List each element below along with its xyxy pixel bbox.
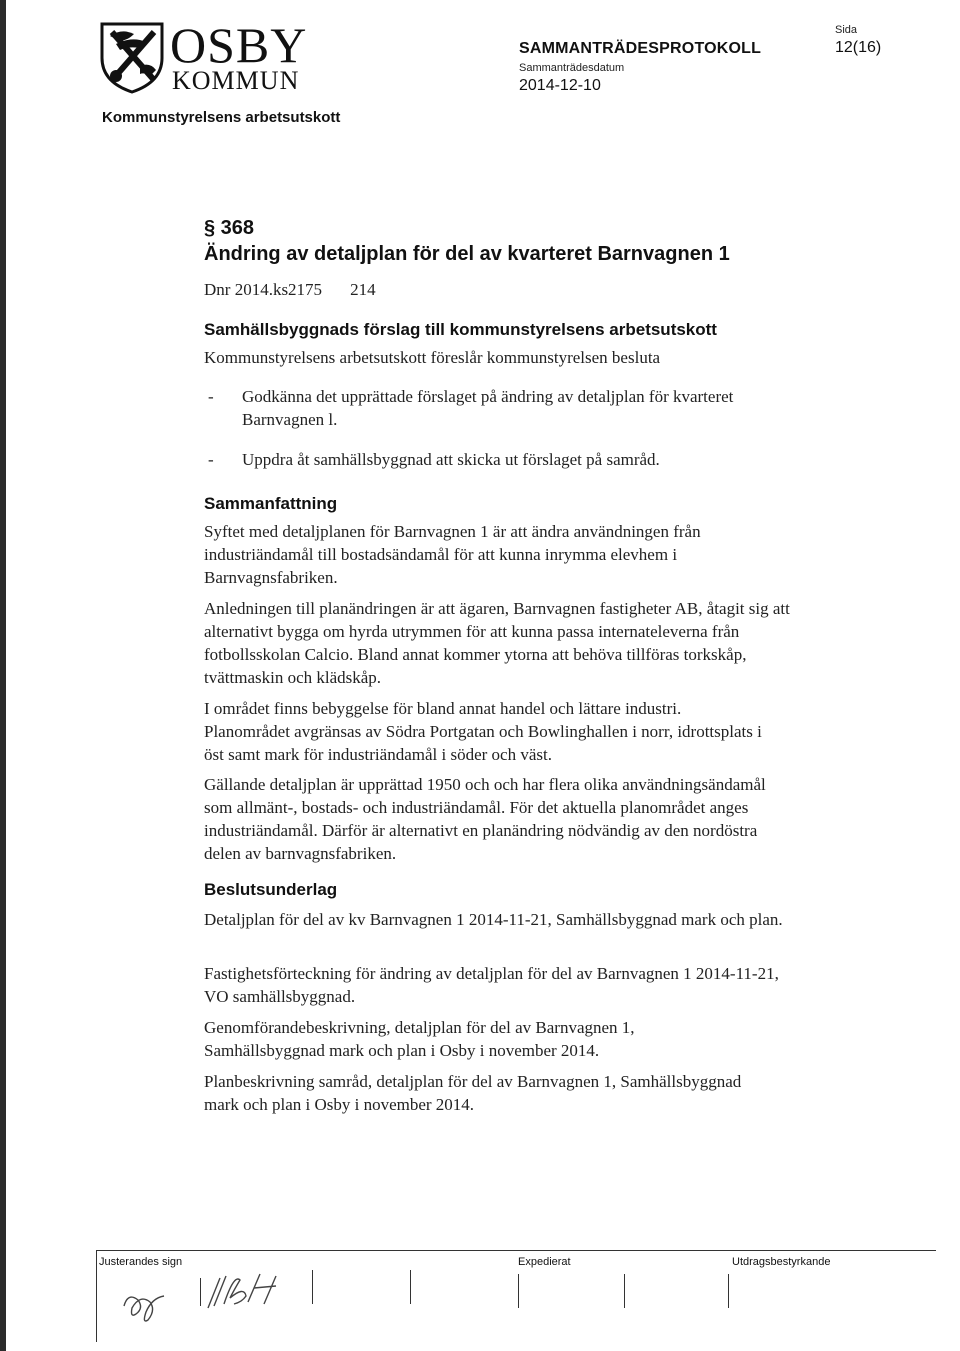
footer-rule (96, 1250, 936, 1251)
summary-heading: Sammanfattning (204, 494, 338, 513)
page-edge-rule (0, 0, 6, 1351)
committee-name: Kommunstyrelsens arbetsutskott (102, 109, 341, 126)
summary-paragraph: Syftet med detaljplanen för Barnvagnen 1 är att ändra användningen från industriändamål till bostadsändamål för att kunna inrymma elevhem i Barnvagnsfabriken. (204, 522, 701, 587)
bullet-dash: - (208, 450, 214, 469)
proposal-intro: Kommunstyrelsens arbetsutskott föreslår kommunstyrelsen besluta (204, 348, 661, 367)
proposal-bullet-text: Uppdra åt samhällsbyggnad att skicka ut förslaget på samråd. (242, 450, 660, 469)
basis-item: Planbeskrivning samråd, detaljplan för del av Barnvagnen 1, Samhällsbyggnad mark och plan i Osby i november 2014. (204, 1072, 742, 1114)
basis-item: Fastighetsförteckning för ändring av detaljplan för del av Barnvagnen 1 2014-11-21, VO samhällsbyggnad. (204, 964, 779, 1006)
proposal-heading: Samhällsbyggnads förslag till kommunstyrelsens arbetsutskott (204, 320, 717, 339)
summary-paragraph: Gällande detaljplan är upprättad 1950 och och har flera olika användningsändamål som allmänt-, bostads- och industriändamål. För det aktuella planområdet anges industriändamål. Därför är alternativt en planändring nödvändig av den nordöstra delen av barnvagnsfabriken. (204, 775, 766, 863)
handwritten-signature (118, 1284, 184, 1328)
extract-divider (728, 1274, 729, 1308)
handwritten-signature (204, 1268, 290, 1314)
section-title: Ändring av detaljplan för del av kvarteret Barnvagnen 1 (204, 243, 730, 265)
meeting-date: 2014-12-10 (519, 77, 601, 94)
page-number: 12(16) (835, 39, 882, 56)
dnr-code: 214 (350, 280, 376, 299)
logo-name: OSBY (170, 17, 308, 73)
osby-logo (96, 17, 308, 95)
extract-label: Utdragsbestyrkande (732, 1256, 831, 1268)
coat-of-arms-icon (96, 18, 168, 94)
paragraph-number: § 368 (204, 217, 255, 239)
logo-subtitle: KOMMUN (172, 66, 300, 95)
signature-divider (312, 1270, 313, 1304)
meeting-date-label: Sammanträdesdatum (519, 62, 625, 74)
proposal-bullet (204, 448, 804, 471)
sent-divider (624, 1274, 625, 1308)
signature-divider (410, 1270, 411, 1304)
sent-label: Expedierat (518, 1256, 571, 1268)
basis-heading: Beslutsunderlag (204, 880, 338, 899)
sign-label: Justerandes sign (99, 1256, 183, 1268)
footer-left-rule (96, 1250, 97, 1342)
signature-divider (200, 1278, 201, 1306)
dnr-label: Dnr 2014.ks2175 (204, 280, 323, 299)
proposal-bullet-text: Godkänna det upprättade förslaget på ändring av detaljplan för kvarteret Barnvagnen l. (242, 387, 734, 429)
document-title: SAMMANTRÄDESPROTOKOLL (519, 40, 762, 57)
page-label: Sida (835, 24, 858, 36)
diary-number (204, 280, 376, 300)
basis-item: Genomförandebeskrivning, detaljplan för del av Barnvagnen 1, Samhällsbyggnad mark och plan i Osby i november 2014. (204, 1018, 635, 1060)
basis-item: Detaljplan för del av kv Barnvagnen 1 2014-11-21, Samhällsbyggnad mark och plan. (204, 910, 783, 929)
summary-paragraph: I området finns bebyggelse för bland annat handel och lättare industri. Planområdet avgränsas av Södra Portgatan och Bowlinghallen i norr, idrottsplats i öst samt mark för industriändamål i söder och väst. (204, 699, 762, 764)
summary-paragraph: Anledningen till planändringen är att ägaren, Barnvagnen fastigheter AB, åtagit sig att alternativt bygga om hyrda utrymmen för att kunna passa internateleverna från fotbollsskolan Calcio. Bland annat kommer ytorna att behöva tillföras torkskåp, tvättmaskin och klädskåp. (204, 599, 790, 687)
bullet-dash: - (208, 387, 214, 406)
sent-divider (518, 1274, 519, 1308)
proposal-bullet (204, 385, 804, 431)
